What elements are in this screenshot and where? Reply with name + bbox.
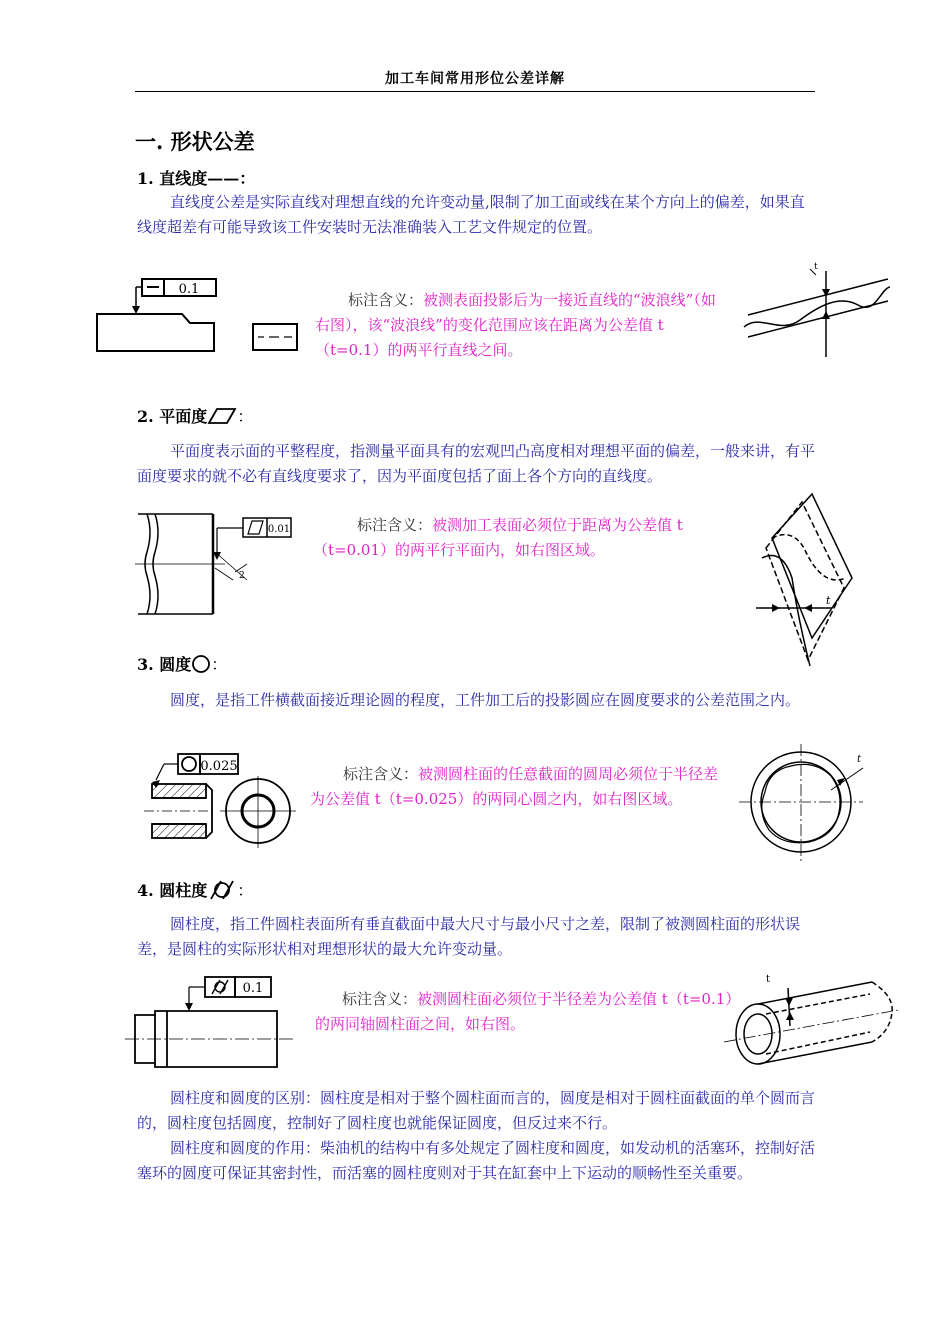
note-label: 标注含义： xyxy=(357,516,433,534)
straightness-wave-diagram xyxy=(740,262,900,365)
roundness-frame-value: 0.025 xyxy=(200,759,238,774)
body-roundness: 圆度，是指工件横截面接近理论圆的程度，工件加工后的投影圆应在圆度要求的公差范围之内。 xyxy=(170,691,801,709)
body-straightness: 直线度公差是实际直线对理想直线的允许变动量,限制了加工面或线在某个方向上的偏差，如果直线度超差有可能导致该工件安装时无法准确装入工艺文件规定的位置。 xyxy=(137,193,805,236)
cylindricity-part-drawing xyxy=(125,975,300,1075)
roundness-circle-diagram xyxy=(735,740,875,870)
closing-function: 圆柱度和圆度的作用：柴油机的结构中有多处规定了圆柱度和圆度，如发动机的活塞环，控制好活塞环的圆度可保证其密封性，而活塞的圆柱度则对于其在缸套中上下运动的顺畅性至关重要。 xyxy=(137,1139,816,1182)
heading-roundness-suffix: ： xyxy=(211,655,228,674)
heading-flatness-suffix: ： xyxy=(237,407,254,426)
cylindricity-symbol-icon xyxy=(207,879,237,905)
heading-cylindricity-text: 4. 圆柱度 xyxy=(137,881,208,900)
note-text: 被测加工表面必须位于距离为公差值 t（t=0.01）的两平行平面内，如右图区域。 xyxy=(313,516,683,559)
page-header-title: 加工车间常用形位公差详解 xyxy=(385,71,565,87)
t-label: t xyxy=(814,262,818,272)
heading-roundness xyxy=(137,652,227,678)
note-label: 标注含义： xyxy=(342,990,418,1008)
header-rule xyxy=(135,91,815,92)
straightness-frame-value: 0.1 xyxy=(178,282,200,297)
cylindricity-cylinder-diagram xyxy=(722,968,902,1073)
heading-cylindricity xyxy=(137,878,253,905)
note-label: 标注含义： xyxy=(343,765,419,783)
flatness-symbol-icon xyxy=(207,407,237,429)
flatness-plane-diagram xyxy=(752,488,872,673)
roundness-part-drawing xyxy=(140,752,305,852)
flatness-frame-value: 0.01 xyxy=(267,524,291,535)
note-roundness xyxy=(310,762,730,812)
note-label: 标注含义： xyxy=(348,291,424,309)
t-label: t xyxy=(857,754,862,765)
note-text: 被测表面投影后为一接近直线的“波浪线”（如右图），该“波浪线”的变化范围应该在距离为公差值 t（t=0.1）的两平行直线之间。 xyxy=(315,291,716,359)
roundness-symbol-icon xyxy=(191,654,211,678)
cylindricity-frame-value: 0.1 xyxy=(242,981,264,996)
heading-flatness-text: 2. 平面度 xyxy=(137,407,208,426)
note-cylindricity xyxy=(315,987,735,1037)
heading-roundness-text: 3. 圆度 xyxy=(137,655,192,674)
t-label: t xyxy=(766,974,771,985)
t2-label: 2 xyxy=(239,571,245,581)
straightness-part-drawing xyxy=(92,276,312,356)
heading-straightness: 1. 直线度——： xyxy=(137,169,256,188)
body-flatness: 平面度表示面的平整程度，指测量平面具有的宏观凹凸高度相对理想平面的偏差，一般来讲，有平面度要求的就不必有直线度要求了，因为平面度包括了面上各个方向的直线度。 xyxy=(137,442,816,485)
body-cylindricity: 圆柱度，指工件圆柱表面所有垂直截面中最大尺寸与最小尺寸之差，限制了被测圆柱面的形状误差，是圆柱的实际形状相对理想形状的最大允许变动量。 xyxy=(137,915,801,958)
note-text: 被测圆柱面的任意截面的圆周必须位于半径差为公差值 t（t=0.025）的两同心圆之内，如右图区域。 xyxy=(310,765,719,808)
heading-cylindricity-suffix: ： xyxy=(237,881,254,900)
note-flatness xyxy=(313,513,743,563)
heading-flatness xyxy=(137,404,253,429)
section-title: 一. 形状公差 xyxy=(135,129,255,154)
closing-difference: 圆柱度和圆度的区别：圆柱度是相对于整个圆柱面而言的，圆度是相对于圆柱面截面的单个圆而言的，圆柱度包括圆度，控制好了圆柱度也就能保证圆度，但反过来不行。 xyxy=(137,1089,816,1132)
note-text: 被测圆柱面必须位于半径差为公差值 t（t=0.1）的两同轴圆柱面之间，如右图。 xyxy=(315,990,733,1033)
note-straightness xyxy=(315,288,727,363)
flatness-part-drawing xyxy=(135,512,300,617)
t-label: t xyxy=(826,594,831,607)
